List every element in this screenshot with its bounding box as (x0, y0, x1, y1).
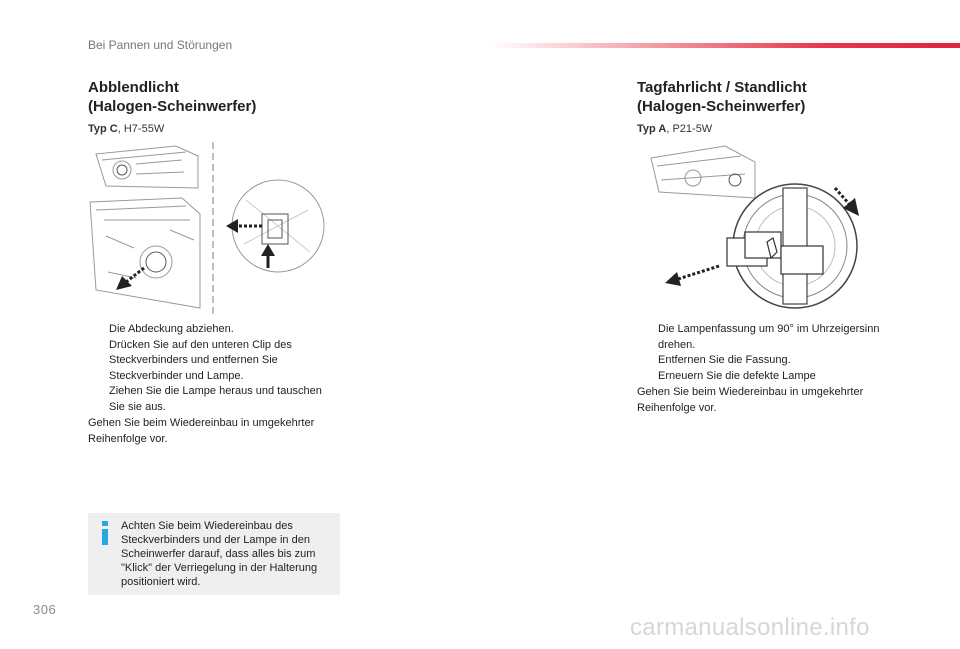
right-type-label: Typ A (637, 123, 667, 135)
left-title-line2: (Halogen-Scheinwerfer) (88, 98, 257, 115)
list-item: Die Lampenfassung um 90° im Uhrzeigersinn drehen. (658, 323, 880, 351)
left-bulb-type (88, 123, 164, 135)
left-closing-text: Gehen Sie beim Wiedereinbau in umgekehrter Reihenfolge vor. (88, 417, 315, 445)
list-item: Drücken Sie auf den unteren Clip des Steckverbinders und entfernen Sie Steckverbinder und Lampe. (109, 338, 292, 382)
page-number: 306 (33, 602, 57, 617)
left-type-value: , H7-55W (117, 123, 165, 135)
left-section-title (88, 78, 256, 116)
right-steps-list (637, 322, 882, 384)
list-item: Die Abdeckung abziehen. (109, 323, 234, 335)
left-steps-list (88, 322, 338, 415)
right-title-line1: Tagfahrlicht / Standlicht (637, 79, 807, 96)
note-text: Achten Sie beim Wiedereinbau des Steckverbinders und der Lampe in den Scheinwerfer darauf, dass alles bis zum "Klick" der Verriegelung in der Halterung positioniert wird. (121, 520, 318, 588)
right-section-title (637, 78, 807, 116)
chapter-header: Bei Pannen und Störungen (88, 38, 233, 52)
watermark: carmanualsonline.info (630, 614, 870, 641)
daytime-light-illustration (645, 142, 875, 312)
left-type-label: Typ C (88, 123, 118, 135)
list-item: Erneuern Sie die defekte Lampe (658, 369, 816, 382)
left-title-line1: Abblendlicht (88, 79, 179, 96)
low-beam-illustration (86, 140, 338, 316)
list-item: Ziehen Sie die Lampe heraus und tauschen Sie sie aus. (109, 385, 322, 413)
right-title-line2: (Halogen-Scheinwerfer) (637, 98, 806, 115)
info-icon (100, 521, 110, 545)
right-closing-text: Gehen Sie beim Wiedereinbau in umgekehrter Reihenfolge vor. (637, 386, 864, 414)
right-bulb-type (637, 123, 712, 135)
header-accent-bar (490, 43, 960, 48)
list-item: Entfernen Sie die Fassung. (658, 354, 791, 366)
info-note-box (88, 513, 340, 595)
right-type-value: , P21-5W (666, 123, 713, 135)
